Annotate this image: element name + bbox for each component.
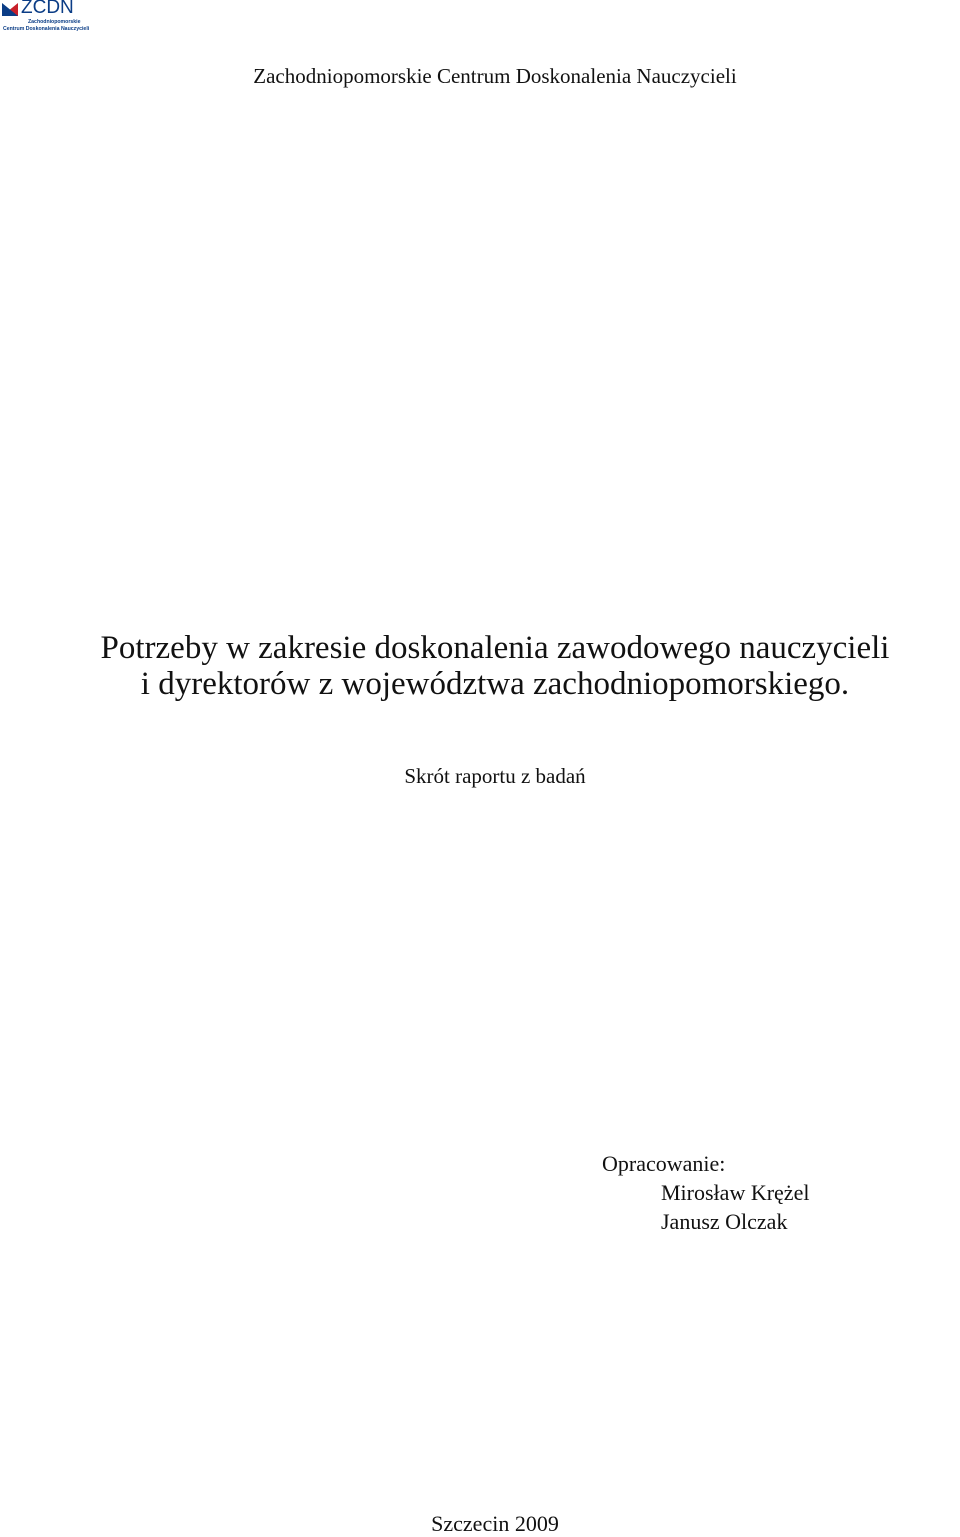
document-title bbox=[0, 630, 960, 702]
logo-line1: Zachodniopomorskie bbox=[28, 19, 81, 25]
author-2: Janusz Olczak bbox=[661, 1209, 788, 1234]
title-line-2: i dyrektorów z województwa zachodniopomorskiego. bbox=[140, 666, 850, 702]
credits-label: Opracowanie: bbox=[602, 1151, 726, 1176]
institution-name: Zachodniopomorskie Centrum Doskonalenia Nauczycieli bbox=[253, 64, 737, 88]
place-and-year: Szczecin 2009 bbox=[431, 1511, 559, 1536]
logo-line2: Centrum Doskonalenia Nauczycieli bbox=[3, 26, 90, 32]
logo-mark-text: ZCDN bbox=[21, 0, 74, 18]
author-1: Mirosław Krężel bbox=[661, 1180, 810, 1205]
title-line-1: Potrzeby w zakresie doskonalenia zawodowego nauczycieli bbox=[100, 630, 890, 666]
zcdn-logo bbox=[0, 0, 110, 36]
document-subtitle: Skrót raportu z badań bbox=[404, 764, 586, 788]
